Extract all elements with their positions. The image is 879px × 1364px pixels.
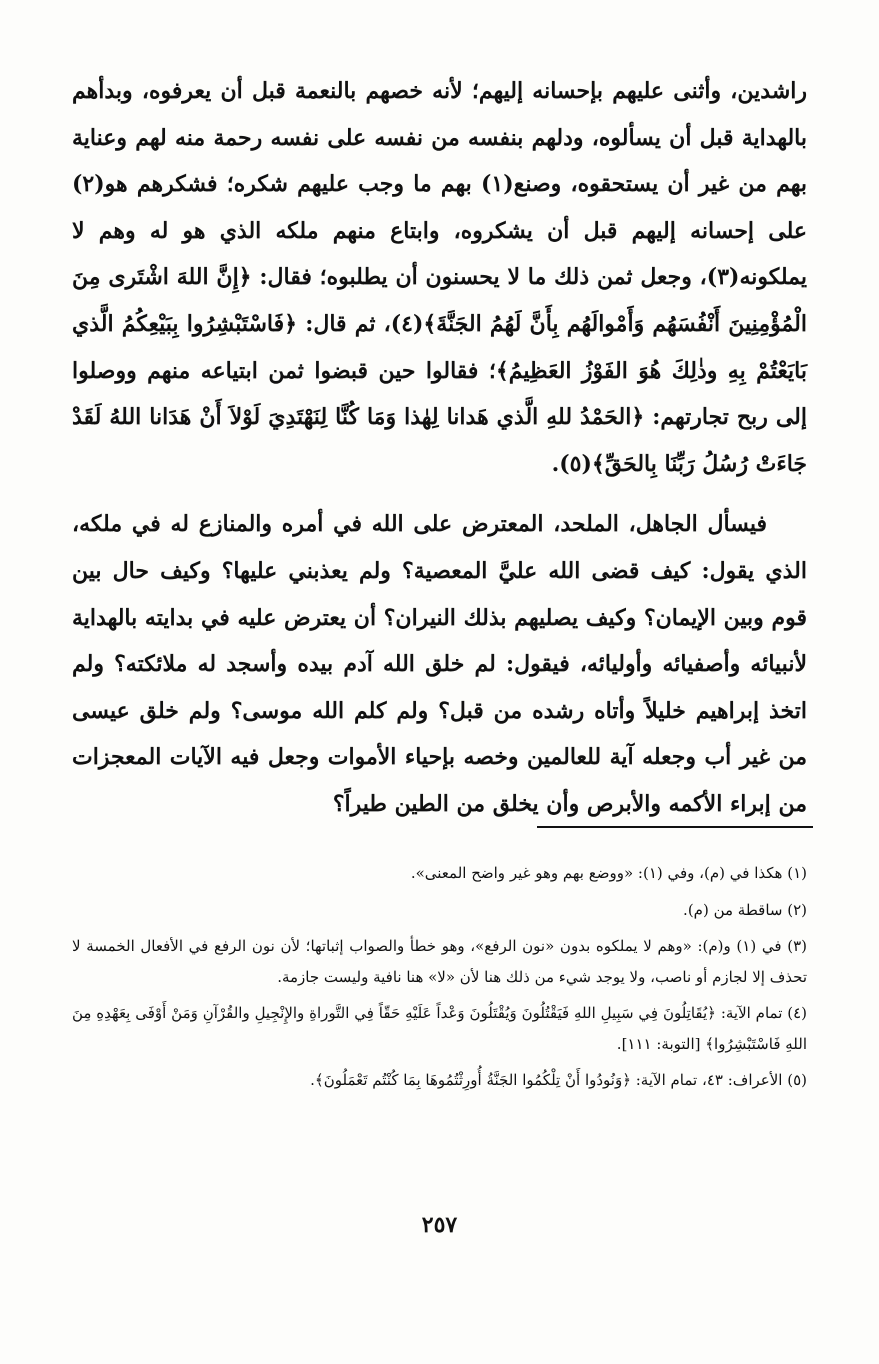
page-number: ٢٥٧ xyxy=(421,1212,458,1238)
main-text xyxy=(72,68,807,828)
footnote-2: (٢) ساقطة من (م). xyxy=(683,900,807,919)
footnote-4: (٤) تمام الآية: ﴿يُقَاتِلُونَ فِي سَبِيلِ اللهِ فَيَقْتُلُونَ وَيُقْتَلُونَ وَعْداً عَلَيْهِ حَقّاً فِي التَّوراةِ والإِنْجِيلِ والقُرْآنِ وَمَنْ أَوْفَى بِعَهْدِهِ مِنَ اللهِ فَاسْتَبْشِرُوا﴾ [التوبة: ١١١]. xyxy=(72,1004,807,1053)
footnotes xyxy=(72,858,807,1102)
footnote-1: (١) هكذا في (م)، وفي (١): «ووضع بهم وهو غير واضح المعنى». xyxy=(410,864,807,882)
paragraph-2: فيسأل الجاهل، الملحد، المعترض على الله في أمره والمنازع له في ملكه، الذي يقول: كيف قضى الله عليَّ المعصية؟ ولم يعذبني عليها؟ وكيف حال بين قوم وبين الإيمان؟ وكيف يصليهم بذلك النيران؟ أن يعترض عليه في بدايته بالهداية لأنبيائه وأصفيائه وأوليائه، فيقول: لم خلق الله آدم بيده وأسجد له ملائكته؟ ولم اتخذ إبراهيم خليلاً وأتاه رشده من قبل؟ ولم كلم الله موسى؟ ولم خلق عيسى من غير أب وجعله آية للعالمين وخصه بإحياء الأموات وجعل فيه الآيات المعجزات من إبراء الأكمه والأبرص وأن يخلق من الطين طيراً؟ xyxy=(72,511,807,817)
paragraph-1: راشدين، وأثنى عليهم بإحسانه إليهم؛ لأنه خصهم بالنعمة قبل أن يعرفوه، وبدأهم بالهداية قبل أن يسألوه، ودلهم بنفسه من نفسه على نفسه رحمة منه لهم وعناية بهم من غير أن يستحقوه، وصنع(١) بهم ما وجب عليهم شكره؛ فشكرهم هو(٢) على إحسانه إليهم قبل أن يشكروه، وابتاع منهم ملكه الذي هو له وهم لا يملكونه(٣)، وجعل ثمن ذلك ما لا يحسنون أن يطلبوه؛ فقال: ﴿إِنَّ اللهَ اشْتَرى مِنَ الْمُؤْمِنِينَ أَنْفُسَهُم وَأَمْوالَهُم بِأَنَّ لَهُمُ الجَنَّةَ﴾(٤)، ثم قال: ﴿فَاسْتَبْشِرُوا بِبَيْعِكُمُ الَّذي بَايَعْتُمْ بِهِ وذٰلِكَ هُوَ الفَوْزُ العَظِيمُ﴾؛ فقالوا حين قبضوا ثمن ابتياعه منهم ووصلوا إلى ربح تجارتهم: ﴿الحَمْدُ للهِ الَّذي هَدانا لِهٰذا وَمَا كُنَّا لِنَهْتَدِيَ لَوْلاَ أَنْ هَدَانا اللهُ لَقَدْ جَاءَتْ رُسُلُ رَبِّنَا بِالحَقِّ﴾(٥). xyxy=(72,78,808,477)
footnote-divider xyxy=(537,826,813,828)
footnote-5: (٥) الأعراف: ٤٣، تمام الآية: ﴿وَنُودُوا أَنْ تِلْكُمُوا الجَنَّةُ أُورِثْتُمُوهَا بِمَا كُنْتُم تَعْمَلُونَ﴾. xyxy=(310,1071,807,1089)
footnote-3: (٣) في (١) و(م): «وهم لا يملكوه بدون «نون الرفع»، وهو خطأ والصواب إثباتها؛ لأن نون الرفع في الأفعال الخمسة لا تحذف إلا لجازم أو ناصب، ولا يوجد شيء من ذلك هنا لأن «لا» هنا نافية وليست جازمة. xyxy=(72,937,807,986)
